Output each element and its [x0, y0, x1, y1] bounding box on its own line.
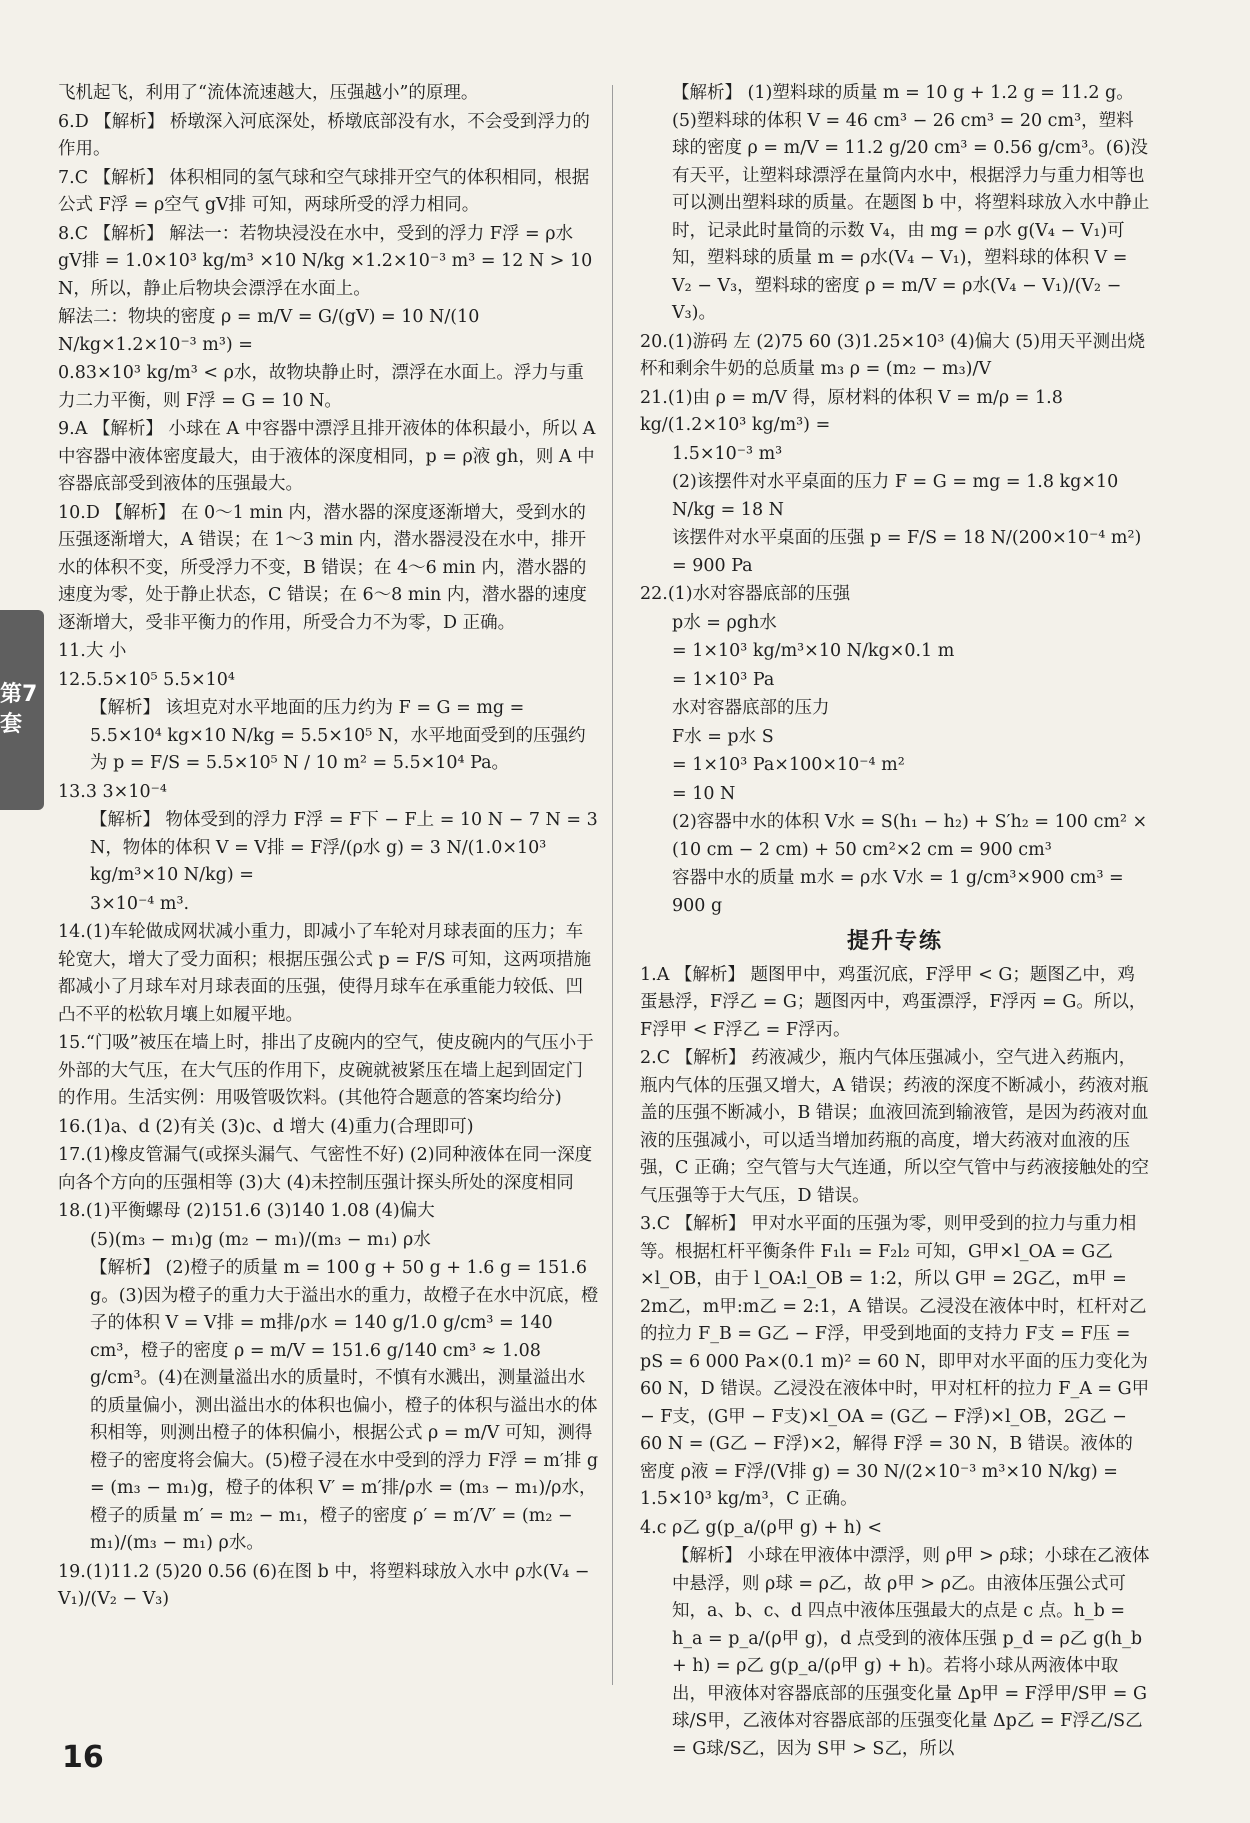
answer-item: 2.C 【解析】 药液减少，瓶内气体压强减小，空气进入药瓶内，瓶内气体的压强又增大，A 错误；药液的深度不断减小，药液对瓶盖的压强不断减小，B 错误；血液回流到输液管，是因为药液对血液的压强减小，可以适当增加药瓶的高度，增大药液对血液的压强，C 正确；空气管与大气连通，所以空气管中与药液接触处的空气压强等于大气压，D 错误。	[640, 1048, 1149, 1206]
answer-item: 3.C 【解析】 甲对水平面的压强为零，则甲受到的拉力与重力相等。根据杠杆平衡条件 F₁l₁ = F₂l₂ 可知，G甲×l_OA = G乙×l_OB，由于 l_OA:l_OB = 1:2，所以 G甲 = 2G乙，m甲 = 2m乙，m甲:m乙 = 2:1，A 错误。乙浸没在液体中时，杠杆对乙的拉力 F_B = G乙 − F浮，甲受到地面的支持力 F支 = F压 = pS = 6 000 Pa×(0.1 m)² = 60 N，即甲对水平面的压力变化为 60 N，D 错误。乙浸没在液体中时，甲对杠杆的拉力 F_A = G甲 − F支，(G甲 − F支)×l_OA = (G乙 − F浮)×l_OB，2G乙 − 60 N = (G乙 − F浮)×2，解得 F浮 = 30 N，B 错误。液体的密度 ρ液 = F浮/(V排 g) = 30 N/(2×10⁻³ m³×10 N/kg) = 1.5×10³ kg/m³，C 正确。	[640, 1214, 1150, 1509]
answer-line: F水 = p水 S	[672, 726, 774, 747]
answer-item: 11.大 小	[58, 641, 127, 661]
answer-item: 1.A 【解析】 题图甲中，鸡蛋沉底，F浮甲 < G；题图乙中，鸡蛋悬浮，F浮乙 = G；题图丙中，鸡蛋漂浮，F浮丙 = G。所以，F浮甲 < F浮乙 = F浮丙。	[640, 964, 1147, 1040]
column-divider	[612, 85, 613, 1685]
answer-item: 22.(1)水对容器底部的压强	[640, 584, 851, 604]
answer-item: 8.C 【解析】 解法一：若物块浸没在水中，受到的浮力 F浮 = ρ水 gV排 = 1.0×10³ kg/m³ ×10 N/kg ×1.2×10⁻³ m³ = 12 N > 10 N，所以，静止后物块会漂浮在水面上。	[58, 223, 593, 299]
answer-item: 13.3 3×10⁻⁴	[58, 781, 167, 802]
answer-item: 14.(1)车轮做成网状减小重力，即减小了车轮对月球表面的压力；车轮宽大，增大了受力面积；根据压强公式 p = F/S 可知，这两项措施都减小了月球车对月球表面的压强，使得月球车在承重能力较低、凹凸不平的松软月壤上如履平地。	[58, 922, 592, 1025]
answer-line: (2)该摆件对水平桌面的压力 F = G = mg = 1.8 kg×10 N/kg = 18 N	[672, 472, 1119, 520]
answer-line: p水 = ρgh水	[672, 612, 777, 633]
side-tab-text: 第7套	[0, 682, 38, 737]
right-column	[640, 80, 1150, 1764]
answer-explanation: 【解析】 (2)橙子的质量 m = 100 g + 50 g + 1.6 g = 151.6 g。(3)因为橙子的重力大于溢出水的重力，故橙子在水中沉底，橙子的体积 V = V排 = m排/ρ水 = 140 g/1.0 g/cm³ = 140 cm³，橙子的密度 ρ = m/V = 151.6 g/140 cm³ ≈ 1.08 g/cm³。(4)在测量溢出水的质量时，不慎有水溅出，测量溢出水的质量偏小，测出溢出水的体积也偏小，橙子的体积与溢出水的体积相等，则测出橙子的体积偏小，根据公式 ρ = m/V 可知，测得橙子的密度将会偏大。(5)橙子浸在水中受到的浮力 F浮 = m′排 g = (m₃ − m₁)g，橙子的体积 V′ = m′排/ρ水 = (m₃ − m₁)/ρ水，橙子的质量 m′ = m₂ − m₁，橙子的密度 ρ′ = m′/V′ = (m₂ − m₁)/(m₃ − m₁) ρ水。	[90, 1258, 599, 1553]
answer-item: 10.D 【解析】 在 0～1 min 内，潜水器的深度逐渐增大，受到水的压强逐渐增大，A 错误；在 1～3 min 内，潜水器浸没在水中，排开水的体积不变，所受浮力不变，B 错误；在 4～6 min 内，潜水器的速度为零，处于静止状态，C 错误；在 6～8 min 内，潜水器的速度逐渐增大，受非平衡力的作用，所受合力不为零，D 正确。	[58, 502, 587, 633]
answer-line: = 1×10³ Pa×100×10⁻⁴ m²	[672, 755, 905, 775]
answer-line: (2)容器中水的体积 V水 = S(h₁ − h₂) + S′h₂ = 100 cm² × (10 cm − 2 cm) + 50 cm²×2 cm = 900 cm³	[672, 812, 1148, 860]
section-title: 提升专练	[846, 929, 943, 954]
answer-item: 解法二：物块的密度 ρ = m/V = G/(gV) = 10 N/(10 N/kg×1.2×10⁻³ m³) =	[58, 307, 480, 355]
answer-item: 21.(1)由 ρ = m/V 得，原材料的体积 V = m/ρ = 1.8 kg/(1.2×10³ kg/m³) =	[640, 387, 1063, 435]
answer-line: = 1×10³ Pa	[672, 669, 775, 690]
answer-line: 水对容器底部的压力	[672, 698, 830, 718]
answer-item: 18.(1)平衡螺母 (2)151.6 (3)140 1.08 (4)偏大	[58, 1201, 435, 1221]
page-number: 16	[62, 1740, 104, 1775]
answer-explanation: 【解析】 小球在甲液体中漂浮，则 ρ甲 > ρ球；小球在乙液体中悬浮，则 ρ球 = ρ乙，故 ρ甲 > ρ乙。由液体压强公式可知，a、b、c、d 四点中液体压强最大的点是 c 点。h_b = h_a = p_a/(ρ甲 g)，d 点受到的液体压强 p_d = ρ乙 g(h_b + h) = ρ乙 g(p_a/(ρ甲 g) + h)。若将小球从两液体中取出，甲液体对容器底部的压强变化量 Δp甲 = F浮甲/S甲 = G球/S甲，乙液体对容器底部的压强变化量 Δp乙 = F浮乙/S乙 = G球/S乙，因为 S甲 > S乙，所以	[672, 1546, 1150, 1759]
left-column	[58, 80, 600, 1615]
answer-item: 16.(1)a、d (2)有关 (3)c、d 增大 (4)重力(合理即可)	[58, 1116, 474, 1137]
answer-item: 7.C 【解析】 体积相同的氢气球和空气球排开空气的体积相同，根据公式 F浮 = ρ空气 gV排 可知，两球所受的浮力相同。	[58, 167, 590, 215]
answer-item: 0.83×10³ kg/m³ < ρ水，故物块静止时，漂浮在水面上。浮力与重力二力平衡，则 F浮 = G = 10 N。	[58, 363, 584, 411]
answer-item: 飞机起飞，利用了“流体流速越大，压强越小”的原理。	[58, 83, 479, 103]
answer-line: = 1×10³ kg/m³×10 N/kg×0.1 m	[672, 641, 955, 661]
answer-item: 4.c ρ乙 g(p_a/(ρ甲 g) + h) <	[640, 1517, 883, 1538]
answer-formula: (5)(m₃ − m₁)g (m₂ − m₁)/(m₃ − m₁) ρ水	[90, 1229, 431, 1250]
answer-explanation: 3×10⁻⁴ m³.	[90, 893, 190, 914]
answer-item: 20.(1)游码 左 (2)75 60 (3)1.25×10³ (4)偏大 (5)用天平测出烧杯和剩余牛奶的总质量 m₃ ρ = (m₂ − m₃)/V	[640, 331, 1146, 379]
answer-item: 6.D 【解析】 桥墩深入河底深处，桥墩底部没有水，不会受到浮力的作用。	[58, 111, 590, 159]
answer-item: 19.(1)11.2 (5)20 0.56 (6)在图 b 中，将塑料球放入水中 ρ水(V₄ − V₁)/(V₂ − V₃)	[58, 1561, 590, 1609]
answer-explanation: 【解析】 (1)塑料球的质量 m = 10 g + 1.2 g = 11.2 g。(5)塑料球的体积 V = 46 cm³ − 26 cm³ = 20 cm³，塑料球的密度 ρ = m/V = 11.2 g/20 cm³ = 0.56 g/cm³。(6)没有天平，让塑料球漂浮在量筒内水中，根据浮力与重力相等也可以测出塑料球的质量。在题图 b 中，将塑料球放入水中静止时，记录此时量筒的示数 V₄，由 mg = ρ水 g(V₄ − V₁)可知，塑料球的质量 m = ρ水(V₄ − V₁)，塑料球的体积 V = V₂ − V₃，塑料球的密度 ρ = m/V = ρ水(V₄ − V₁)/(V₂ − V₃)。	[672, 83, 1150, 323]
answer-item: 17.(1)橡皮管漏气(或探头漏气、气密性不好) (2)同种液体在同一深度向各个方向的压强相等 (3)大 (4)未控制压强计探头所处的深度相同	[58, 1145, 593, 1193]
answer-explanation: 【解析】 该坦克对水平地面的压力约为 F = G = mg = 5.5×10⁴ kg×10 N/kg = 5.5×10⁵ N，水平地面受到的压强约为 p = F/S = 5.5×10⁵ N / 10 m² = 5.5×10⁴ Pa。	[90, 698, 586, 773]
answer-line: 容器中水的质量 m水 = ρ水 V水 = 1 g/cm³×900 cm³ = 900 g	[672, 868, 1124, 916]
answer-item: 15.“门吸”被压在墙上时，排出了皮碗内的空气，使皮碗内的气压小于外部的大气压，在大气压的作用下，皮碗就被紧压在墙上起到固定门的作用。生活实例：用吸管吸饮料。(其他符合题意的答案均给分)	[58, 1033, 594, 1108]
answer-line: 该摆件对水平桌面的压强 p = F/S = 18 N/(200×10⁻⁴ m²) = 900 Pa	[672, 528, 1142, 576]
answer-line: 1.5×10⁻³ m³	[672, 443, 783, 464]
answer-item: 12.5.5×10⁵ 5.5×10⁴	[58, 669, 235, 690]
answer-item: 9.A 【解析】 小球在 A 中容器中漂浮且排开液体的体积最小，所以 A 中容器中液体密度最大，由于液体的深度相同，p = ρ液 gh，则 A 中容器底部受到液体的压强最大。	[58, 419, 596, 494]
answer-explanation: 【解析】 物体受到的浮力 F浮 = F下 − F上 = 10 N − 7 N = 3 N，物体的体积 V = V排 = F浮/(ρ水 g) = 3 N/(1.0×10³ kg/m³×10 N/kg) =	[90, 810, 598, 885]
answer-line: = 10 N	[672, 783, 736, 804]
side-tab-set-label	[0, 610, 44, 810]
